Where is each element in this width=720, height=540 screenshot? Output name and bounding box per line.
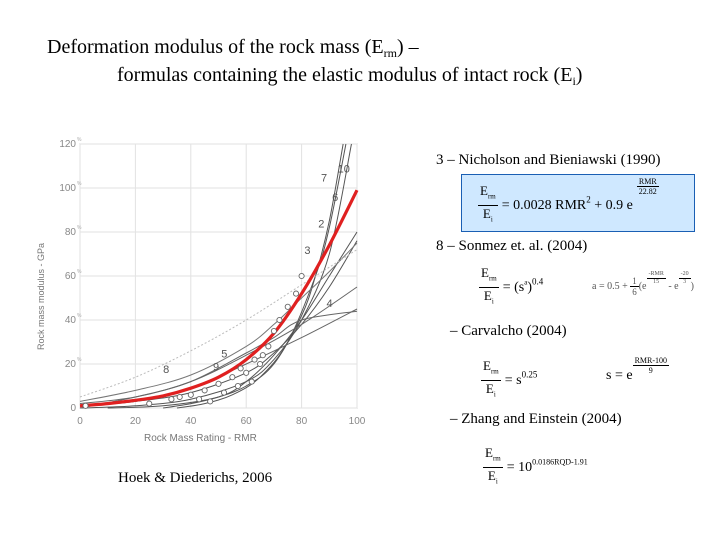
data-point bbox=[188, 392, 193, 397]
data-point bbox=[238, 366, 243, 371]
y-tick-percent: % bbox=[77, 181, 82, 187]
data-point bbox=[216, 381, 221, 386]
page-title-line-2: formulas containing the elastic modulus of intact rock $(E_i)$ bbox=[117, 64, 583, 88]
data-point bbox=[285, 304, 290, 309]
y-tick-label: 20 bbox=[64, 359, 76, 370]
y-tick-label: 120 bbox=[59, 139, 76, 150]
curve-label-4: 4 bbox=[326, 297, 333, 310]
label-zhang: – Zhang and Einstein (2004) bbox=[450, 411, 622, 427]
data-point bbox=[249, 379, 254, 384]
data-point bbox=[266, 344, 271, 349]
data-point bbox=[260, 353, 265, 358]
data-point bbox=[197, 397, 202, 402]
figure-source: Hoek & Diederichs, 2006 bbox=[118, 470, 273, 486]
curve-label-8: 8 bbox=[163, 363, 170, 376]
y-axis-label: Rock mass modulus - GPa bbox=[36, 242, 46, 350]
data-point bbox=[244, 370, 249, 375]
y-tick-label: 40 bbox=[64, 315, 76, 326]
y-tick-percent: % bbox=[77, 225, 82, 231]
data-point bbox=[147, 401, 152, 406]
data-point bbox=[257, 361, 262, 366]
page-title-line-1: Deformation modulus of the rock mass $(E_{rm})$ – bbox=[47, 36, 419, 60]
x-axis-label: Rock Mass Rating - RMR bbox=[144, 433, 257, 444]
data-point bbox=[208, 399, 213, 404]
rock-modulus-chart bbox=[20, 128, 370, 448]
x-tick-label: 40 bbox=[185, 416, 197, 427]
data-point bbox=[271, 328, 276, 333]
data-point bbox=[83, 403, 88, 408]
y-tick-percent: % bbox=[77, 137, 82, 143]
curve-label-6: 6 bbox=[332, 192, 339, 205]
curve-label-5: 5 bbox=[221, 348, 228, 361]
equation-4: $\frac{E_{rm}}{E_i}$ = $10^{0.0186RQD-1.91}$ bbox=[485, 445, 588, 486]
x-tick-label: 20 bbox=[129, 416, 141, 427]
equation-3: $\frac{E_{rm}}{E_i}$ = $s^{0.25}$ bbox=[483, 358, 538, 399]
y-tick-percent: % bbox=[77, 357, 82, 363]
equation-3-s: s = e $\frac{\text{RMR-100}}{9}$ bbox=[606, 356, 668, 383]
y-tick-label: 0 bbox=[70, 403, 76, 414]
data-point bbox=[221, 390, 226, 395]
x-tick-label: 0 bbox=[77, 416, 83, 427]
label-carvalcho: – Carvalcho (2004) bbox=[450, 323, 567, 339]
data-point bbox=[177, 394, 182, 399]
data-point bbox=[252, 357, 257, 362]
x-tick-label: 60 bbox=[240, 416, 252, 427]
y-tick-percent: % bbox=[77, 269, 82, 275]
data-point bbox=[299, 273, 304, 278]
equation-1: $\frac{E_{rm}}{E_i}$ = 0.0028 $RMR^2 + 0.9$ e $\frac{\text{RMR}}{22.82}$ bbox=[478, 183, 659, 227]
x-tick-label: 100 bbox=[348, 416, 366, 427]
data-point bbox=[277, 317, 282, 322]
y-tick-label: 60 bbox=[64, 271, 76, 282]
eq1-exponent: $\frac{\text{RMR}}{22.82}$ bbox=[638, 177, 657, 196]
y-tick-percent: % bbox=[77, 313, 82, 319]
y-tick-label: 100 bbox=[59, 183, 76, 194]
equation-2-a: a = 0.5 + $\frac{1}{6}$ (e $\frac{\text{-RMR}}{15}$ - e $\frac{-20}{3}$ ) bbox=[592, 271, 694, 297]
curve-label-9: 9 bbox=[212, 361, 220, 374]
eq1-fraction: $\frac{E_{rm}}{E_i}$ bbox=[480, 183, 496, 224]
curve-label-3: 3 bbox=[304, 245, 311, 257]
curve-label-2: 2 bbox=[318, 218, 325, 231]
data-point bbox=[230, 375, 235, 380]
label-sonmez: 8 – Sonmez et. al. (2004) bbox=[436, 238, 588, 254]
data-point bbox=[202, 388, 207, 393]
equation-2: $\frac{E_{rm}}{E_i}$ = $(s^a)^{0.4}$ bbox=[481, 265, 544, 306]
curve-label-10: 10 bbox=[337, 163, 350, 176]
curve-label-7: 7 bbox=[320, 172, 328, 185]
data-point bbox=[293, 291, 298, 296]
data-point bbox=[169, 397, 174, 402]
label-nicholson: 3 – Nicholson and Bieniawski (1990) bbox=[436, 152, 661, 168]
x-tick-label: 80 bbox=[296, 416, 308, 427]
data-point bbox=[235, 383, 240, 388]
y-tick-label: 80 bbox=[64, 227, 76, 238]
